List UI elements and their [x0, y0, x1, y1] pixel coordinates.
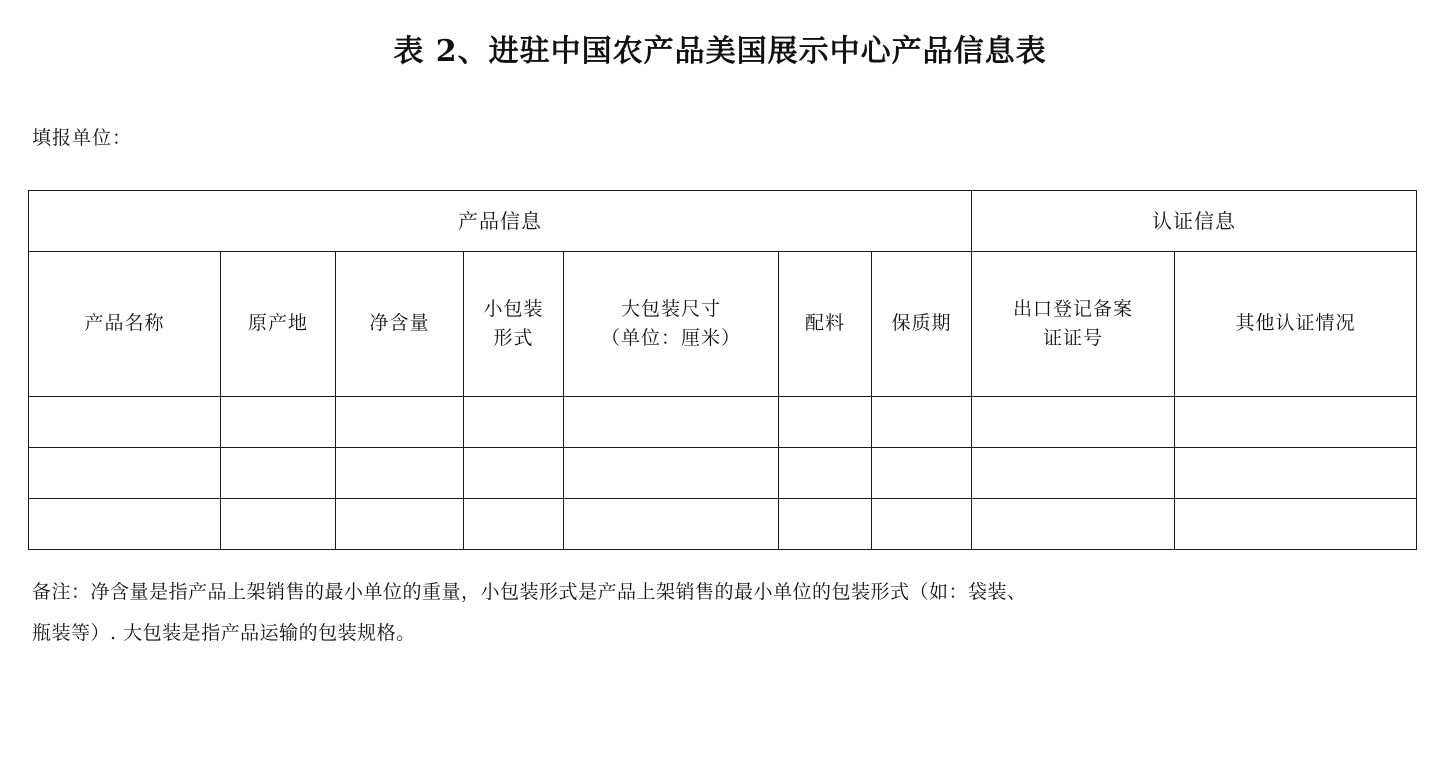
cell-product-name[interactable] [29, 448, 221, 499]
cell-net-content[interactable] [336, 499, 464, 550]
column-header-export-registration-number [972, 252, 1175, 397]
group-header-product-info: 产品信息 [29, 191, 972, 252]
table-row [29, 499, 1417, 550]
column-header-product-name [29, 252, 221, 397]
column-header-product-name-line1: 产品名称 [84, 312, 165, 335]
column-header-ingredients-line1: 配料 [804, 312, 845, 335]
page-title: 表 2、进驻中国农产品美国展示中心产品信息表 [393, 34, 1047, 69]
column-header-small-package-form-line1: 小包装 [483, 297, 544, 320]
column-header-small-package-form [464, 252, 564, 397]
table-group-header-row [29, 191, 1417, 252]
footnote [32, 572, 1412, 654]
cell-ingredients[interactable] [779, 499, 872, 550]
column-header-large-package-size-line1: 大包装尺寸 [620, 297, 721, 320]
column-header-shelf-life-line1: 保质期 [891, 312, 952, 335]
document-page [0, 32, 1440, 763]
cell-net-content[interactable] [336, 397, 464, 448]
column-header-ingredients [779, 252, 872, 397]
cell-net-content[interactable] [336, 448, 464, 499]
column-header-origin [221, 252, 336, 397]
cell-ingredients[interactable] [779, 448, 872, 499]
cell-shelf-life[interactable] [872, 397, 972, 448]
cell-small-package-form[interactable] [464, 499, 564, 550]
column-header-shelf-life [872, 252, 972, 397]
column-header-export-registration-number-line1: 出口登记备案 [1013, 297, 1134, 320]
cell-origin[interactable] [221, 397, 336, 448]
cell-other-certification[interactable] [1175, 448, 1417, 499]
cell-large-package-size[interactable] [564, 448, 779, 499]
cell-large-package-size[interactable] [564, 499, 779, 550]
cell-export-registration-number[interactable] [972, 499, 1175, 550]
product-info-table [28, 190, 1417, 550]
cell-product-name[interactable] [29, 397, 221, 448]
group-header-certification-info: 认证信息 [972, 191, 1417, 252]
cell-origin[interactable] [221, 499, 336, 550]
cell-large-package-size[interactable] [564, 397, 779, 448]
footnote-line-1: 备注：净含量是指产品上架销售的最小单位的重量，小包装形式是产品上架销售的最小单位的包装形式（如：袋装、 [32, 581, 1027, 603]
cell-product-name[interactable] [29, 499, 221, 550]
column-header-small-package-form-line2: 形式 [493, 327, 534, 349]
filer-unit-label: 填报单位： [32, 127, 133, 149]
cell-origin[interactable] [221, 448, 336, 499]
column-header-large-package-size [564, 252, 779, 397]
table-row [29, 397, 1417, 448]
cell-small-package-form[interactable] [464, 448, 564, 499]
cell-shelf-life[interactable] [872, 448, 972, 499]
cell-small-package-form[interactable] [464, 397, 564, 448]
cell-shelf-life[interactable] [872, 499, 972, 550]
cell-ingredients[interactable] [779, 397, 872, 448]
column-header-origin-line1: 原产地 [247, 312, 308, 335]
column-header-large-package-size-line2: （单位：厘米） [600, 327, 741, 349]
cell-export-registration-number[interactable] [972, 397, 1175, 448]
table-row [29, 448, 1417, 499]
cell-other-certification[interactable] [1175, 397, 1417, 448]
column-header-export-registration-number-line2: 证证号 [1043, 327, 1104, 349]
column-header-net-content [336, 252, 464, 397]
column-header-net-content-line1: 净含量 [369, 312, 430, 335]
cell-export-registration-number[interactable] [972, 448, 1175, 499]
column-header-other-certification [1175, 252, 1417, 397]
footnote-line-2: 瓶装等）. 大包装是指产品运输的包装规格。 [32, 621, 416, 644]
table-column-header-row [29, 252, 1417, 397]
column-header-other-certification-line1: 其他认证情况 [1235, 312, 1356, 335]
cell-other-certification[interactable] [1175, 499, 1417, 550]
